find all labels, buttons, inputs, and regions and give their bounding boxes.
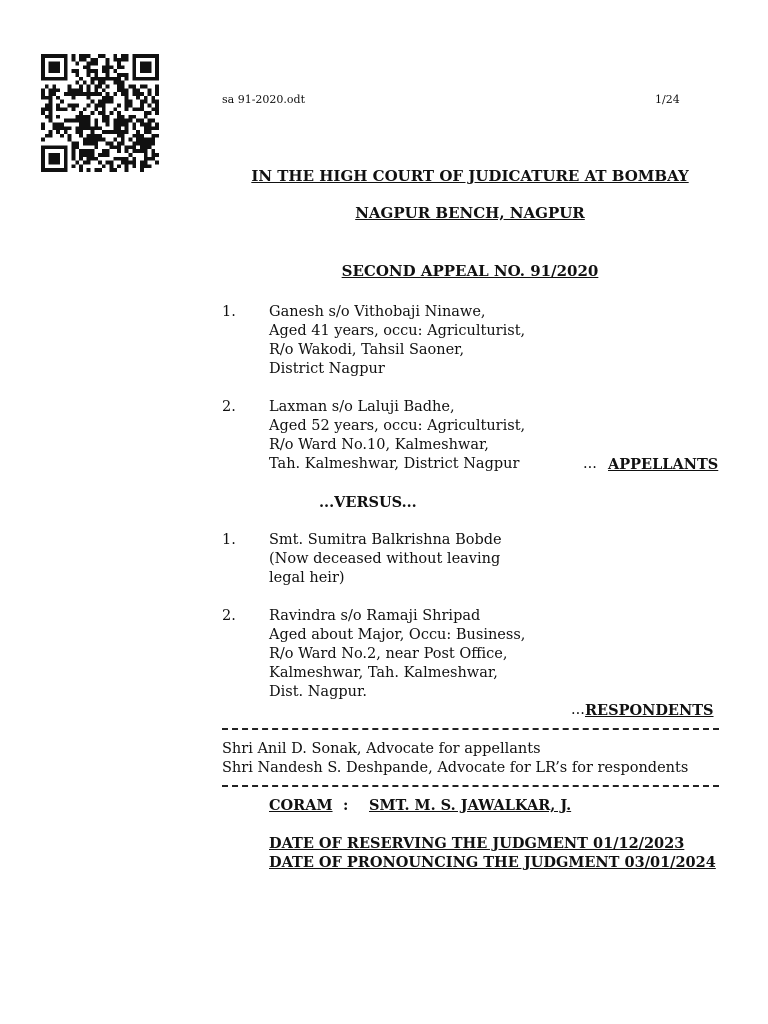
separator-line — [222, 728, 719, 730]
respondent-2-number: 2. — [222, 608, 236, 624]
respondent-2-line: Kalmeshwar, Tah. Kalmeshwar, — [269, 665, 498, 681]
appellant-1-line: R/o Wakodi, Tahsil Saoner, — [269, 342, 465, 358]
respondent-2-line: R/o Ward No.2, near Post Office, — [269, 646, 508, 662]
appellant-2-line: Aged 52 years, occu: Agriculturist, — [269, 418, 526, 434]
appellant-1-line: Ganesh s/o Vithobaji Ninawe, — [269, 304, 486, 320]
date-reserving: DATE OF RESERVING THE JUDGMENT 01/12/2023 — [269, 835, 685, 852]
court-title: IN THE HIGH COURT OF JUDICATURE AT BOMBAY — [251, 167, 689, 185]
appellant-1-number: 1. — [222, 304, 236, 320]
bench-title: NAGPUR BENCH, NAGPUR — [355, 204, 585, 222]
appellant-1-line: District Nagpur — [269, 361, 385, 377]
coram-judge: SMT. M. S. JAWALKAR, J. — [369, 797, 572, 814]
coram-separator: : — [343, 797, 349, 814]
separator-line — [222, 785, 719, 787]
coram-label: CORAM — [269, 797, 333, 814]
respondent-2-line: Ravindra s/o Ramaji Shripad — [269, 608, 481, 624]
appellants-label: APPELLANTS — [608, 456, 719, 473]
appellants-dots: ... — [583, 456, 597, 472]
appellant-2-line: Laxman s/o Laluji Badhe, — [269, 399, 455, 415]
respondent-1-line: legal heir) — [269, 570, 345, 586]
file-name: sa 91-2020.odt — [222, 93, 305, 106]
respondent-2-line: Aged about Major, Occu: Business, — [269, 627, 526, 643]
appellant-1-line: Aged 41 years, occu: Agriculturist, — [269, 323, 526, 339]
date-pronouncing: DATE OF PRONOUNCING THE JUDGMENT 03/01/2024 — [269, 854, 716, 871]
respondent-2-line: Dist. Nagpur. — [269, 684, 367, 700]
respondents-label: RESPONDENTS — [585, 702, 714, 719]
appellant-2-line: Tah. Kalmeshwar, District Nagpur — [269, 456, 520, 472]
respondent-1-line: Smt. Sumitra Balkrishna Bobde — [269, 532, 502, 548]
versus-label: ...VERSUS... — [319, 494, 417, 511]
qr-code — [38, 54, 162, 172]
appellant-2-line: R/o Ward No.10, Kalmeshwar, — [269, 437, 489, 453]
advocate-line: Shri Anil D. Sonak, Advocate for appellants — [222, 741, 541, 757]
respondent-1-number: 1. — [222, 532, 236, 548]
respondent-1-line: (Now deceased without leaving — [269, 551, 501, 567]
page-number: 1/24 — [655, 93, 680, 106]
advocate-line: Shri Nandesh S. Deshpande, Advocate for LR’s for respondents — [222, 760, 689, 776]
respondents-dots: ... — [571, 702, 585, 718]
case-number: SECOND APPEAL NO. 91/2020 — [341, 262, 599, 280]
appellant-2-number: 2. — [222, 399, 236, 415]
